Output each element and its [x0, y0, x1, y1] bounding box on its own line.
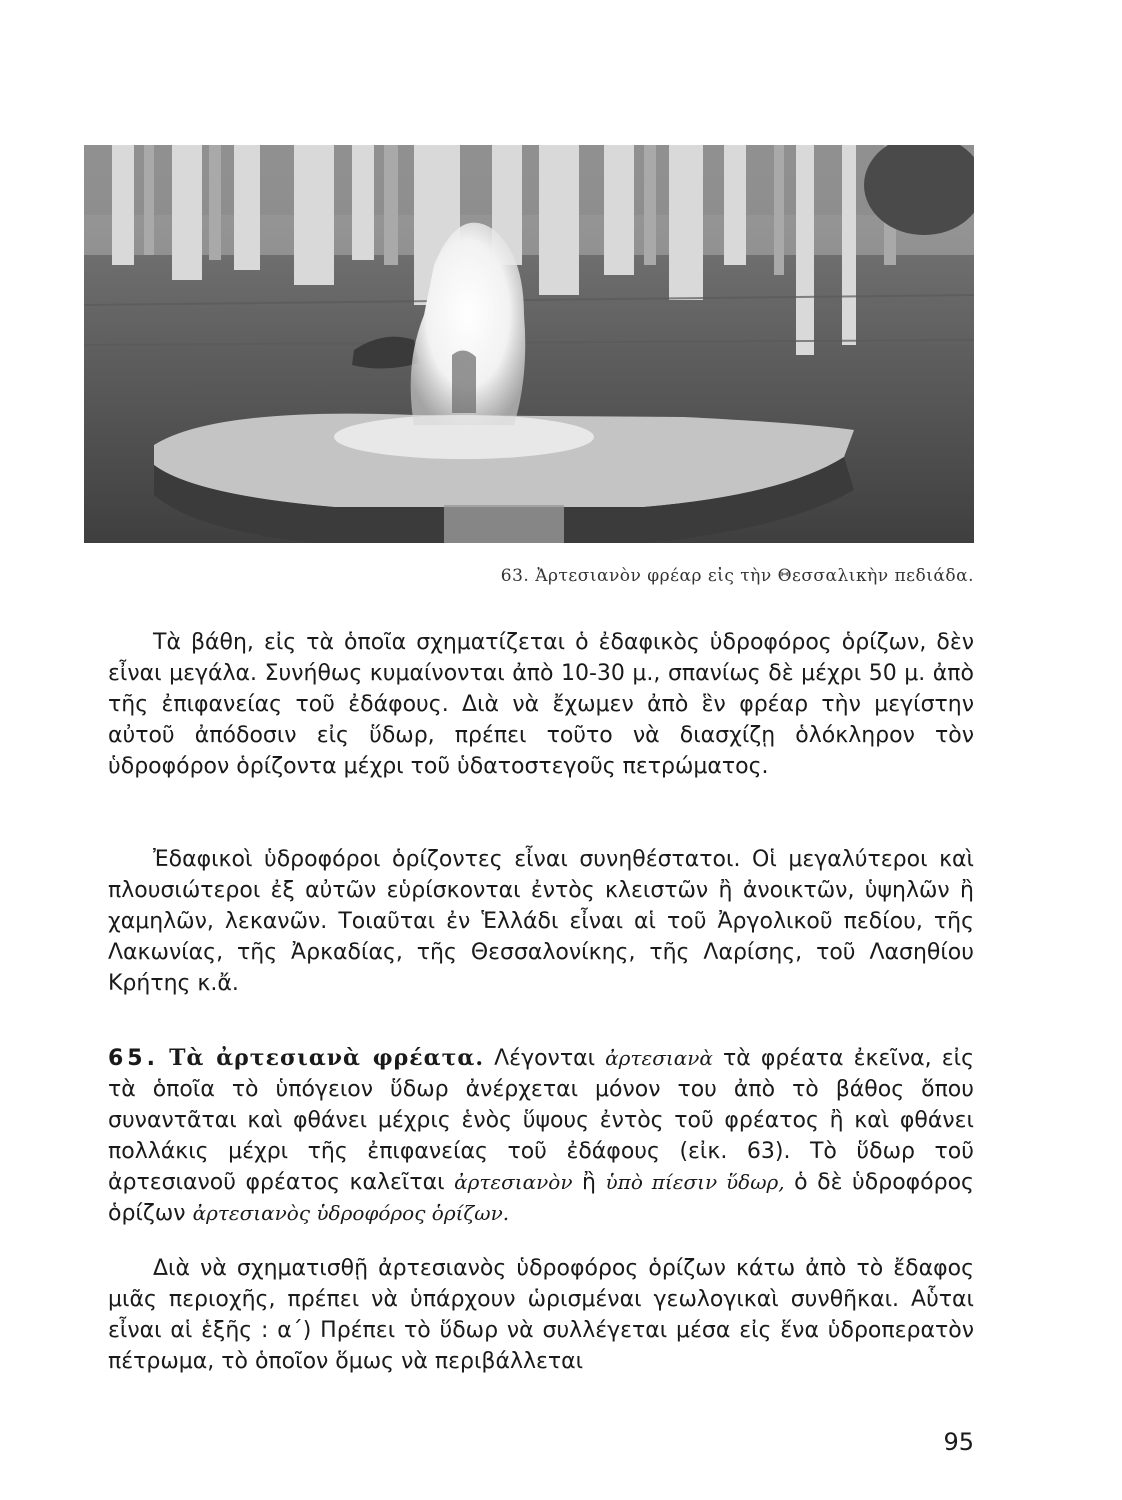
text-run: ἢ [582, 1170, 596, 1195]
photo-illustration [84, 145, 974, 543]
paragraph-2: Ἐδαφικοὶ ὑδροφόροι ὁρίζοντες εἶναι συνηθέστατοι. Οἱ μεγαλύτεροι καὶ πλουσιώτεροι ἐξ αὐτῶν εὑρίσκονται ἐντὸς κλειστῶν ἢ ἀνοικτῶν, ὑψηλῶν ἢ χαμηλῶν, λεκανῶν. Τοιαῦται ἐν Ἑλλάδι εἶναι αἱ τοῦ Ἀργολικοῦ πεδίου, τῆς Λακωνίας, τῆς Ἀρκαδίας, τῆς Θεσσαλονίκης, τῆς Λαρίσης, τοῦ Λασηθίου Κρήτης κ.ἄ. [108, 847, 974, 996]
section-65-paragraph [108, 1043, 974, 1229]
italic-term: ἀρτεσιανὰ [605, 1046, 713, 1070]
page-number: 95 [943, 1428, 974, 1456]
italic-term: ἀρτεσιανὸς ὑδροφόρος ὁρίζων. [192, 1201, 510, 1225]
text-run: ὁ δὲ ὑδροφόρος ὁρίζων [108, 1170, 974, 1226]
artesian-well-photo [84, 145, 974, 543]
section-title: Τὰ ἀρτεσιανὰ φρέατα. [169, 1045, 484, 1071]
text-run: Λέγονται [494, 1046, 596, 1071]
italic-term: ὑπὸ πίεσιν ὕδωρ, [605, 1170, 785, 1194]
paragraph-1: Τὰ βάθη, εἰς τὰ ὁποῖα σχηματίζεται ὁ ἐδαφικὸς ὑδροφόρος ὁρίζων, δὲν εἶναι μεγάλα. Συνήθως κυμαίνονται ἀπὸ 10-30 μ., σπανίως δὲ μέχρι 50 μ. ἀπὸ τῆς ἐπιφανείας τοῦ ἐδάφους. Διὰ νὰ ἔχωμεν ἀπὸ ἓν φρέαρ τὴν μεγίστην αὐτοῦ ἀπόδοσιν εἰς ὕδωρ, πρέπει τοῦτο νὰ διασχίζῃ ὁλόκληρον τὸν ὑδροφόρον ὁρίζοντα μέχρι τοῦ ὑδατοστεγοῦς πετρώματος. [108, 630, 974, 779]
section-number: 65. [108, 1046, 159, 1071]
figure-caption: 63. Ἀρτεσιανὸν φρέαρ εἰς τὴν Θεσσαλικὴν πεδιάδα. [500, 566, 974, 586]
italic-term: ἀρτεσιανὸν [454, 1170, 573, 1194]
paragraph-4: Διὰ νὰ σχηματισθῇ ἀρτεσιανὸς ὑδροφόρος ὁρίζων κάτω ἀπὸ τὸ ἔδαφος μιᾶς περιοχῆς, πρέπει νὰ ὑπάρχουν ὡρισμέναι γεωλογικαὶ συνθῆκαι. Αὗται εἶναι αἱ ἑξῆς : α΄) Πρέπει τὸ ὕδωρ νὰ συλλέγεται μέσα εἰς ἕνα ὑδροπερατὸν πέτρωμα, τὸ ὁποῖον ὅμως νὰ περιβάλλεται [108, 1256, 974, 1374]
text-run: τὰ φρέατα ἐκεῖνα, εἰς τὰ ὁποῖα τὸ ὑπόγειον ὕδωρ ἀνέρχεται μόνον του ἀπὸ τὸ βάθος ὅπου συναντᾶται καὶ φθάνει μέχρις ἑνὸς ὕψους ἐντὸς τοῦ φρέατος ἢ καὶ φθάνει πολλάκις μέχρι τῆς ἐπιφανείας τοῦ ἐδάφους (εἰκ. 63). Τὸ ὕδωρ τοῦ ἀρτεσιανοῦ φρέατος καλεῖται [108, 1046, 975, 1195]
